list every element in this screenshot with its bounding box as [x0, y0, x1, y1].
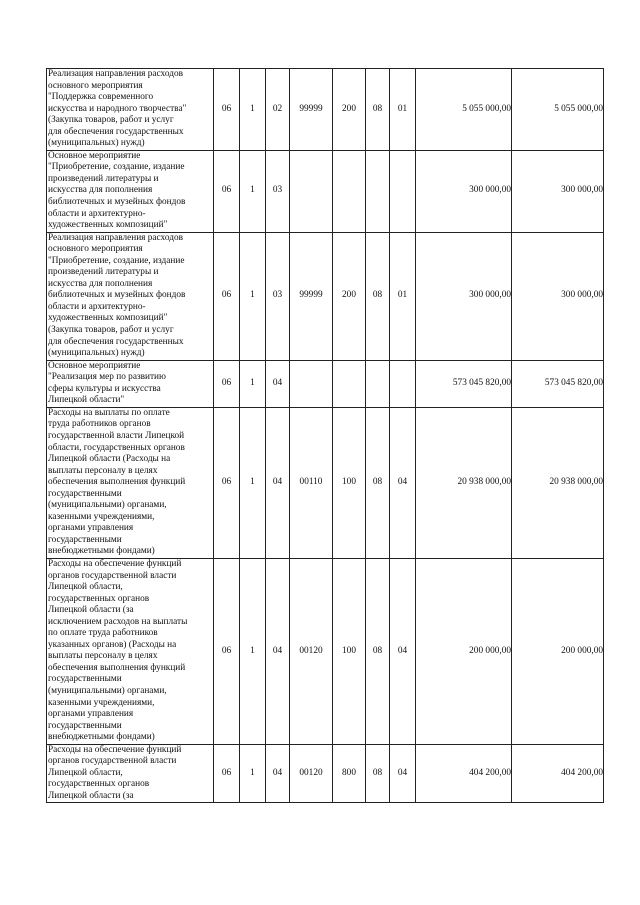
expense-name-line: "Реализация мер по развитию [48, 372, 166, 383]
expense-type-code-cell [333, 150, 366, 232]
expense-name-line: художественных композиций" [48, 313, 168, 324]
expense-type-code-cell: 800 [333, 744, 366, 803]
expense-name-line: казенными учреждениями, [48, 511, 155, 522]
expense-name-line: государственными [48, 720, 122, 731]
expense-name-line: указанных органов) (Расходы на [48, 639, 177, 650]
expense-name-line: Расходы на выплаты по оплате [48, 407, 170, 418]
expense-name-line: Расходы на обеспечение функций [48, 744, 182, 755]
expense-name-line: области и архитектурно- [48, 208, 146, 219]
program-code-cell: 02 [266, 69, 290, 151]
expense-name-line: (Закупка товаров, работ и услуг [48, 115, 174, 126]
expense-name-line: Реализация направления расходов [48, 232, 183, 243]
expense-name-line: библиотечных и музейных фондов [48, 290, 186, 301]
section-code-cell: 06 [214, 744, 240, 803]
section-code-cell: 06 [214, 150, 240, 232]
expense-name-line: Основное мероприятие [48, 150, 141, 161]
subsection-code-cell: 1 [240, 232, 266, 360]
amount-cell: 573 045 820,00 [416, 360, 512, 407]
table-row [47, 232, 604, 360]
subsection-code-cell: 1 [240, 360, 266, 407]
chapter-code-cell: 08 [366, 407, 390, 558]
expense-type-code-cell: 100 [333, 407, 366, 558]
expense-name-line: Липецкой области (Расходы на [48, 454, 171, 465]
expense-type-code-cell: 100 [333, 558, 366, 744]
expense-name-line: (муниципальных) нужд) [48, 138, 145, 149]
expense-name-cell [47, 407, 214, 558]
expense-name-line: государственной власти Липецкой [48, 430, 185, 441]
amount-total-cell: 300 000,00 [512, 232, 604, 360]
expense-name-line: "Приобретение, создание, издание [48, 255, 185, 266]
expense-name-line: для обеспечения государственных [48, 126, 184, 137]
expense-name-line: (Закупка товаров, работ и услуг [48, 325, 174, 336]
chapter-code-cell: 08 [366, 69, 390, 151]
amount-cell: 300 000,00 [416, 150, 512, 232]
program-code-cell: 03 [266, 232, 290, 360]
expense-name-line: Липецкой области, [48, 767, 123, 778]
expense-name-line: исключением расходов на выплаты [48, 616, 188, 627]
expense-name-line: по оплате труда работников [48, 628, 158, 639]
expense-name-line: Реализация направления расходов [48, 69, 183, 79]
expense-name-line: внебюджетными фондами) [48, 732, 155, 743]
expense-name-cell [47, 360, 214, 407]
expense-name-line: органов государственной власти [48, 570, 177, 581]
expense-name-line: (муниципальных) нужд) [48, 348, 145, 359]
expense-type-code-cell: 200 [333, 69, 366, 151]
expense-name-cell [47, 558, 214, 744]
table-row [47, 69, 604, 151]
expense-name-line: библиотечных и музейных фондов [48, 197, 186, 208]
amount-total-cell: 573 045 820,00 [512, 360, 604, 407]
subsection-code-cell: 1 [240, 558, 266, 744]
table-row [47, 744, 604, 803]
amount-total-cell: 5 055 000,00 [512, 69, 604, 151]
expense-name-cell [47, 69, 214, 151]
expense-name-line: внебюджетными фондами) [48, 546, 155, 557]
target-code-cell: 99999 [290, 69, 333, 151]
table-row [47, 407, 604, 558]
expense-name-cell [47, 150, 214, 232]
section-code-cell: 06 [214, 232, 240, 360]
amount-total-cell: 20 938 000,00 [512, 407, 604, 558]
expense-name-line: государственными [48, 488, 122, 499]
subchapter-code-cell [390, 360, 416, 407]
program-code-cell: 04 [266, 744, 290, 803]
amount-cell: 300 000,00 [416, 232, 512, 360]
budget-table-page [46, 68, 604, 803]
expense-name-line: сферы культуры и искусства [48, 383, 161, 394]
expense-name-line: Основное мероприятие [48, 360, 141, 371]
expense-name-line: искусства для пополнения [48, 278, 153, 289]
expense-name-line: казенными учреждениями, [48, 697, 155, 708]
chapter-code-cell: 08 [366, 558, 390, 744]
expense-name-line: основного мероприятия [48, 244, 143, 255]
expense-name-line: области, государственных органов [48, 442, 185, 453]
amount-cell: 5 055 000,00 [416, 69, 512, 151]
table-row [47, 360, 604, 407]
program-code-cell: 04 [266, 558, 290, 744]
expense-type-code-cell: 200 [333, 232, 366, 360]
expense-name-line: художественных композиций" [48, 220, 168, 231]
subchapter-code-cell: 04 [390, 744, 416, 803]
section-code-cell: 06 [214, 360, 240, 407]
expense-name-line: для обеспечения государственных [48, 336, 184, 347]
expense-name-line: Липецкой области (за [48, 790, 134, 801]
budget-table [46, 68, 604, 803]
expense-name-line: Расходы на обеспечение функций [48, 558, 182, 569]
expense-name-line: государственных органов [48, 779, 150, 790]
expense-name-line: (муниципальными) органами, [48, 500, 167, 511]
expense-name-cell [47, 744, 214, 803]
expense-name-line: произведений литературы и [48, 267, 159, 278]
expense-name-line: "Поддержка современного [48, 92, 154, 103]
expense-name-line: Липецкой области (за [48, 605, 134, 616]
expense-name-line: произведений литературы и [48, 173, 159, 184]
subchapter-code-cell: 04 [390, 558, 416, 744]
expense-name-line: государственными [48, 534, 122, 545]
section-code-cell: 06 [214, 407, 240, 558]
expense-name-line: области и архитектурно- [48, 301, 146, 312]
subchapter-code-cell: 01 [390, 69, 416, 151]
subsection-code-cell: 1 [240, 150, 266, 232]
section-code-cell: 06 [214, 558, 240, 744]
subchapter-code-cell: 01 [390, 232, 416, 360]
expense-name-line: основного мероприятия [48, 80, 143, 91]
target-code-cell: 00120 [290, 558, 333, 744]
chapter-code-cell [366, 150, 390, 232]
amount-total-cell: 404 200,00 [512, 744, 604, 803]
program-code-cell: 04 [266, 407, 290, 558]
amount-cell: 20 938 000,00 [416, 407, 512, 558]
expense-name-line: органов государственной власти [48, 756, 177, 767]
expense-name-line: выплаты персоналу в целях [48, 651, 158, 662]
subsection-code-cell: 1 [240, 69, 266, 151]
expense-name-cell [47, 232, 214, 360]
chapter-code-cell: 08 [366, 232, 390, 360]
expense-name-line: государственных органов [48, 593, 150, 604]
program-code-cell: 04 [266, 360, 290, 407]
target-code-cell [290, 150, 333, 232]
target-code-cell: 00110 [290, 407, 333, 558]
table-row [47, 558, 604, 744]
subchapter-code-cell [390, 150, 416, 232]
subsection-code-cell: 1 [240, 744, 266, 803]
target-code-cell [290, 360, 333, 407]
target-code-cell: 00120 [290, 744, 333, 803]
section-code-cell: 06 [214, 69, 240, 151]
program-code-cell: 03 [266, 150, 290, 232]
chapter-code-cell: 08 [366, 744, 390, 803]
expense-name-line: обеспечения выполнения функций [48, 477, 186, 488]
amount-cell: 404 200,00 [416, 744, 512, 803]
expense-name-line: Липецкой области" [48, 395, 125, 406]
amount-cell: 200 000,00 [416, 558, 512, 744]
expense-name-line: государственными [48, 674, 122, 685]
expense-name-line: искусства и народного творчества" [48, 103, 187, 114]
expense-name-line: органами управления [48, 709, 134, 720]
expense-name-line: обеспечения выполнения функций [48, 662, 186, 673]
amount-total-cell: 300 000,00 [512, 150, 604, 232]
expense-type-code-cell [333, 360, 366, 407]
expense-name-line: выплаты персоналу в целях [48, 465, 158, 476]
subsection-code-cell: 1 [240, 407, 266, 558]
expense-name-line: искусства для пополнения [48, 185, 153, 196]
expense-name-line: (муниципальными) органами, [48, 685, 167, 696]
expense-name-line: органами управления [48, 523, 134, 534]
expense-name-line: Липецкой области, [48, 582, 123, 593]
expense-name-line: "Приобретение, создание, издание [48, 162, 185, 173]
table-row [47, 150, 604, 232]
target-code-cell: 99999 [290, 232, 333, 360]
subchapter-code-cell: 04 [390, 407, 416, 558]
amount-total-cell: 200 000,00 [512, 558, 604, 744]
expense-name-line: труда работников органов [48, 419, 151, 430]
chapter-code-cell [366, 360, 390, 407]
